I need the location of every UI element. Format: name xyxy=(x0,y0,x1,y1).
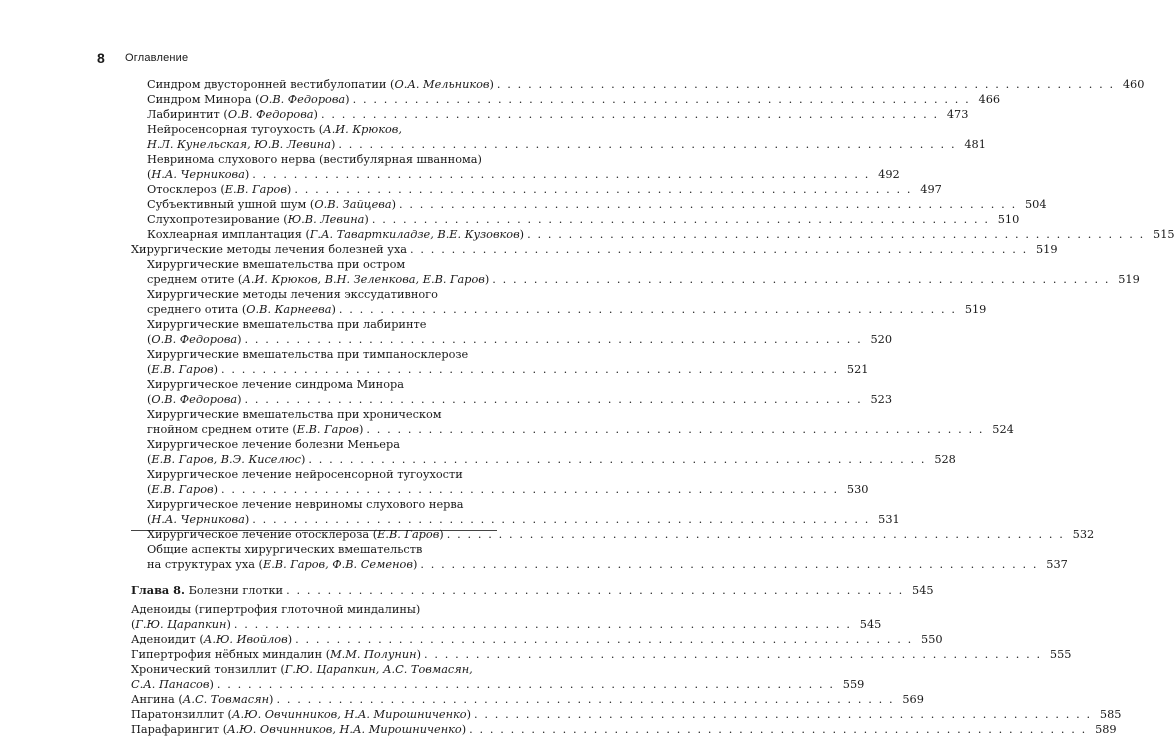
toc-entry-first-line xyxy=(147,257,481,272)
toc-entry-text xyxy=(131,678,214,691)
toc-entry-title: на структурах уха ( xyxy=(147,558,263,571)
toc-entry-close: ) xyxy=(364,213,369,226)
dot-leader: . . . . . . . . . . . . . . . . . . . . . . . . . . . . . . . . . . . . . . . . . . . . . . . . . . . . . . . . . . . . xyxy=(320,108,944,121)
toc-entry-close: ) xyxy=(213,483,218,496)
toc-page-number: 545 xyxy=(912,584,934,597)
dot-leader: . . . . . . . . . . . . . . . . . . . . . . . . . . . . . . . . . . . . . . . . . . . . . . . . . . . . . . . . . . . . xyxy=(473,708,1097,721)
toc-page-number: 559 xyxy=(842,678,865,691)
toc-entry-authors: А.И. Крюков, xyxy=(323,123,402,136)
toc-entry-text xyxy=(131,648,421,661)
toc-entry-title: Невринома слухового нерва (вестибулярная шваннома) xyxy=(147,153,482,166)
dot-leader: . . . . . . . . . . . . . . . . . . . . . . . . . . . . . . . . . . . . . . . . . . . . . . . . . . . . . . . . . . . . xyxy=(410,243,1033,256)
toc-page-number: 545 xyxy=(859,618,882,631)
toc-entry xyxy=(147,92,1001,107)
toc-entry-first-line xyxy=(147,437,481,452)
toc-entry-title: ( xyxy=(147,513,152,526)
toc-entry-text xyxy=(147,183,291,196)
toc-entry-title: ( xyxy=(131,618,136,631)
toc-entry-last-line xyxy=(147,512,900,527)
toc-entry-authors: О.А. Мельников xyxy=(394,78,490,91)
toc-entry-first-line xyxy=(147,317,481,332)
toc-entry-authors: О.В. Федорова xyxy=(227,108,314,121)
toc-page-number: 530 xyxy=(846,483,869,496)
toc-entry-title: ( xyxy=(147,483,152,496)
toc-entry-close: ) xyxy=(286,183,292,196)
dot-leader: . . . . . . . . . . . . . . . . . . . . . . . . . . . . . . . . . . . . . . . . . . . . . . . . . . . . . . . . . . . . xyxy=(216,678,840,691)
toc-entry-authors: Н.Л. Кунельская, Ю.В. Левина xyxy=(147,138,331,151)
toc-entry-authors: О.В. Карнеева xyxy=(246,303,332,316)
toc-entry-authors: О.В. Федорова xyxy=(151,393,238,406)
toc-entry-close: ) xyxy=(412,558,418,571)
toc-entry-authors: Г.А. Таварткиладзе, В.Е. Кузовков xyxy=(309,228,520,241)
toc-entry xyxy=(147,152,900,182)
toc-entry-text xyxy=(147,558,417,571)
toc-entry-title: Кохлеарная имплантация ( xyxy=(147,228,310,241)
toc-entry-title: Гипертрофия нёбных миндалин ( xyxy=(131,648,331,661)
toc-entry xyxy=(131,707,1122,722)
toc-entry-close: ) xyxy=(226,618,231,631)
toc-entry-last-line xyxy=(147,527,1095,542)
toc-entry-title: Хирургические вмешательства при тимпаносклерозе xyxy=(147,348,469,361)
toc-entry-authors: Е.В. Гаров, Ф.В. Семенов xyxy=(262,558,413,571)
toc-entry xyxy=(147,407,1014,437)
toc-entry-last-line xyxy=(147,227,1175,242)
toc-entry xyxy=(131,662,865,692)
toc-entry-close: ) xyxy=(244,513,250,526)
toc-entry-text xyxy=(147,303,336,316)
dot-leader: . . . . . . . . . . . . . . . . . . . . . . . . . . . . . . . . . . . . . . . . . . . . . . . . . . . . . . . . . . . . xyxy=(420,558,1044,571)
toc-entry-last-line xyxy=(131,617,882,632)
toc-entry-title: Хирургические вмешательства при хроническом xyxy=(147,408,442,421)
toc-entry-text xyxy=(147,228,524,241)
toc-entry-close: ) xyxy=(300,453,306,466)
toc-page-number: 497 xyxy=(920,183,942,196)
toc-page-number: 466 xyxy=(978,93,1001,106)
toc-entry xyxy=(147,182,942,197)
toc-entry xyxy=(147,197,1047,212)
toc-entry-title: Синдром Минора ( xyxy=(147,93,260,106)
toc-entry-authors: Е.В. Гаров xyxy=(377,528,440,541)
dot-leader: . . . . . . . . . . . . . . . . . . . . . . . . . . . . . . . . . . . . . . . . . . . . . . . . . . . . . . . . . . . . xyxy=(352,93,976,106)
toc-entry-first-line xyxy=(131,602,497,617)
toc-entry-title: Нейросенсорная тугоухость ( xyxy=(147,123,324,136)
toc-entry-close: ) xyxy=(489,78,494,91)
toc-entry-title: ( xyxy=(147,393,152,406)
toc-entry xyxy=(147,527,1095,542)
dot-leader: . . . . . . . . . . . . . . . . . . . . . . . . . . . . . . . . . . . . . . . . . . . . . . . . . . . . . . . . . . . . xyxy=(252,513,876,526)
toc-entry-close: ) xyxy=(416,648,421,661)
toc-page-number: 460 xyxy=(1122,78,1145,91)
toc-entry-authors: Г.Ю. Царапкин xyxy=(135,618,227,631)
toc-entry-title: Аденоиды (гипертрофия глоточной миндалины) xyxy=(131,603,421,616)
toc-entry-authors: Г.Ю. Царапкин, А.С. Товмасян, xyxy=(284,663,473,676)
toc-entry-authors: О.В. Зайцева xyxy=(314,198,392,211)
toc-entry-last-line xyxy=(147,452,956,467)
toc-entry-text xyxy=(147,213,369,226)
toc-entry-last-line xyxy=(147,332,893,347)
toc-entry-authors: А.Ю. Ивойлов xyxy=(203,633,288,646)
toc-entry xyxy=(147,377,893,407)
toc-entry-close: ) xyxy=(244,168,250,181)
toc-entry-first-line xyxy=(147,542,481,557)
toc-entry-title: Субъективный ушной шум ( xyxy=(147,198,315,211)
toc-entry-first-line xyxy=(147,467,481,482)
dot-leader: . . . . . . . . . . . . . . . . . . . . . . . . . . . . . . . . . . . . . . . . . . . . . . . . . . . . . . . . . . . . xyxy=(276,693,900,706)
toc-entry-title: Лабиринтит ( xyxy=(147,108,228,121)
toc-entry-title: Хирургические вмешательства при лабиринте xyxy=(147,318,427,331)
toc-page-number: 523 xyxy=(870,393,893,406)
toc-entry-authors: А.Ю. Овчинников, Н.А. Мирошниченко xyxy=(227,723,462,736)
toc-entry-close: ) xyxy=(287,633,293,646)
toc-entry-text xyxy=(131,618,231,631)
chapter-label: Глава 8. xyxy=(131,583,185,597)
toc-entry-close: ) xyxy=(213,363,218,376)
toc-entry-last-line xyxy=(131,677,865,692)
toc-entry-last-line xyxy=(147,197,1047,212)
toc-entry-last-line xyxy=(147,362,869,377)
toc-entry-first-line xyxy=(147,347,481,362)
toc-entry-last-line xyxy=(147,272,1140,287)
toc-page-number: 521 xyxy=(846,363,869,376)
toc-entry-text xyxy=(147,78,494,91)
toc-entry xyxy=(147,347,869,377)
toc-page-number: 492 xyxy=(878,168,900,181)
toc-entry-title: ( xyxy=(147,333,152,346)
toc-entry-last-line xyxy=(147,167,900,182)
toc-page-number: 569 xyxy=(902,693,924,706)
toc-page-number: 524 xyxy=(992,423,1014,436)
toc-entry-last-line xyxy=(147,302,987,317)
dot-leader: . . . . . . . . . . . . . . . . . . . . . . . . . . . . . . . . . . . . . . . . . . . . . . . . . . . . . . . . . . . . xyxy=(244,333,868,346)
dot-leader: . . . . . . . . . . . . . . . . . . . . . . . . . . . . . . . . . . . . . . . . . . . . . . . . . . . . . . . . . . . . xyxy=(446,528,1070,541)
dot-leader: . . . . . . . . . . . . . . . . . . . . . . . . . . . . . . . . . . . . . . . . . . . . . . . . . . . . . . . . . . . . xyxy=(294,183,918,196)
dot-leader: . . . . . . . . . . . . . . . . . . . . . . . . . . . . . . . . . . . . . . . . . . . . . . . . . . . . . . . . . . . . xyxy=(338,303,962,316)
toc-entry xyxy=(147,317,893,347)
toc-entry-authors: Н.А. Черникова xyxy=(151,513,245,526)
toc-entry-authors: О.В. Федорова xyxy=(151,333,238,346)
toc-entry-text xyxy=(147,483,218,496)
dot-leader: . . . . . . . . . . . . . . . . . . . . . . . . . . . . . . . . . . . . . . . . . . . . . . . . . . . . . . . . . . . . xyxy=(399,198,1022,211)
toc-entry xyxy=(131,632,943,647)
toc-entry-last-line xyxy=(131,707,1122,722)
toc-entry-text xyxy=(147,423,363,436)
toc-entry-last-line xyxy=(131,647,1072,662)
toc-entry-title: Хирургические методы лечения болезней уха xyxy=(131,243,408,256)
toc-entry-last-line xyxy=(131,722,1117,737)
toc-entry-first-line xyxy=(147,407,481,422)
toc-page-number: 520 xyxy=(870,333,893,346)
toc-entry-title: Хирургические вмешательства при остром xyxy=(147,258,406,271)
toc-entry-text xyxy=(131,584,283,597)
toc-page-number: 519 xyxy=(1118,273,1140,286)
toc-entry-close: ) xyxy=(466,708,471,721)
toc-entry xyxy=(147,77,1145,92)
dot-leader: . . . . . . . . . . . . . . . . . . . . . . . . . . . . . . . . . . . . . . . . . . . . . . . . . . . . . . . . . . . . xyxy=(295,633,919,646)
toc-entry-title: Паратонзиллит ( xyxy=(131,708,232,721)
toc-entry-close: ) xyxy=(313,108,318,121)
toc-entry-text xyxy=(147,138,335,151)
toc-entry-text xyxy=(147,393,242,406)
toc-entry-close: ) xyxy=(331,303,336,316)
toc-entry-authors: Е.В. Гаров xyxy=(151,483,214,496)
toc-entry-text xyxy=(147,108,318,121)
toc-entry-text xyxy=(131,708,471,721)
toc-entry-title: ( xyxy=(147,168,152,181)
dot-leader: . . . . . . . . . . . . . . . . . . . . . . . . . . . . . . . . . . . . . . . . . . . . . . . . . . . . . . . . . . . . xyxy=(496,78,1120,91)
toc-entry-first-line xyxy=(147,287,481,302)
toc-entry-title: Парафарингит ( xyxy=(131,723,228,736)
toc-entry-title: Слухопротезирование ( xyxy=(147,213,288,226)
toc-entry-first-line xyxy=(131,662,497,677)
toc-entry-close: ) xyxy=(461,723,467,736)
toc-entry-title: Хирургические методы лечения экссудативного xyxy=(147,288,438,301)
toc-entry-title: Ангина ( xyxy=(131,693,183,706)
toc-page-number: 585 xyxy=(1099,708,1122,721)
toc-entry xyxy=(131,602,882,632)
toc-entry-title: Хирургическое лечение нейросенсорной тугоухости xyxy=(147,468,463,481)
toc-entry-text xyxy=(147,528,444,541)
toc-entry xyxy=(131,242,1058,257)
dot-leader: . . . . . . . . . . . . . . . . . . . . . . . . . . . . . . . . . . . . . . . . . . . . . . . . . . . . . . . . . . . . xyxy=(221,483,844,496)
toc-page-number: 481 xyxy=(964,138,986,151)
toc-entry-authors: А.И. Крюков, В.Н. Зеленкова, Е.В. Гаров xyxy=(242,273,485,286)
toc-entry-authors: Н.А. Черникова xyxy=(151,168,245,181)
dot-leader: . . . . . . . . . . . . . . . . . . . . . . . . . . . . . . . . . . . . . . . . . . . . . . . . . . . . . . . . . . . . xyxy=(371,213,995,226)
toc-entry-authors: А.С. Товмасян xyxy=(182,693,270,706)
toc-page-number: 519 xyxy=(1035,243,1058,256)
toc-entry xyxy=(147,467,869,497)
toc-entry-text xyxy=(131,243,407,256)
dot-leader: . . . . . . . . . . . . . . . . . . . . . . . . . . . . . . . . . . . . . . . . . . . . . . . . . . . . . . . . . . . . xyxy=(252,168,876,181)
toc-entry-title: Отосклероз ( xyxy=(147,183,225,196)
toc-entry-close: ) xyxy=(269,693,274,706)
toc-entry-text xyxy=(147,168,249,181)
toc-page-number: 537 xyxy=(1046,558,1068,571)
dot-leader: . . . . . . . . . . . . . . . . . . . . . . . . . . . . . . . . . . . . . . . . . . . . . . . . . . . . . . . . . . . . xyxy=(221,363,844,376)
toc-entry-close: ) xyxy=(237,333,242,346)
toc-entry-last-line xyxy=(147,182,942,197)
toc-entry-title: Синдром двусторонней вестибулопатии ( xyxy=(147,78,395,91)
toc-entry-authors: С.А. Панасов xyxy=(131,678,210,691)
toc-entry-title: гнойном среднем отите ( xyxy=(147,423,297,436)
running-title: Оглавление xyxy=(125,52,189,64)
toc-entry-first-line xyxy=(147,122,481,137)
toc-entry xyxy=(147,542,1068,572)
dot-leader: . . . . . . . . . . . . . . . . . . . . . . . . . . . . . . . . . . . . . . . . . . . . . . . . . . . . . . . . . . . . xyxy=(424,648,1047,661)
toc-entry-first-line xyxy=(147,152,481,167)
dot-leader: . . . . . . . . . . . . . . . . . . . . . . . . . . . . . . . . . . . . . . . . . . . . . . . . . . . . . . . . . . . . xyxy=(338,138,962,151)
toc-entry-last-line xyxy=(147,482,869,497)
toc-entry xyxy=(147,122,986,152)
toc-entry-title: Хирургическое лечение невриномы слухового нерва xyxy=(147,498,464,511)
toc-entry xyxy=(147,107,969,122)
toc-entry-title: Хирургическое лечение болезни Меньера xyxy=(147,438,400,451)
toc-entry xyxy=(147,287,987,317)
toc-entry-close: ) xyxy=(237,393,242,406)
toc-entry-authors: О.В. Федорова xyxy=(259,93,346,106)
toc-entry-first-line xyxy=(147,497,481,512)
toc-entry xyxy=(147,257,1140,287)
toc-entry-authors: Е.В. Гаров xyxy=(224,183,287,196)
dot-leader: . . . . . . . . . . . . . . . . . . . . . . . . . . . . . . . . . . . . . . . . . . . . . . . . . . . . . . . . . . . . xyxy=(244,393,868,406)
toc-entry-close: ) xyxy=(209,678,214,691)
toc-entry-last-line xyxy=(147,92,1001,107)
toc-entry-first-line xyxy=(147,377,481,392)
toc-entry-close: ) xyxy=(330,138,336,151)
toc-entry-authors: Е.В. Гаров xyxy=(151,363,214,376)
toc-entry-last-line xyxy=(147,392,893,407)
dot-leader: . . . . . . . . . . . . . . . . . . . . . . . . . . . . . . . . . . . . . . . . . . . . . . . . . . . . . . . . . . . . xyxy=(286,584,910,597)
toc-entry-text xyxy=(147,453,305,466)
toc-entry-last-line xyxy=(147,137,986,152)
toc-page-number: 504 xyxy=(1024,198,1047,211)
toc-entry-title: среднем отите ( xyxy=(147,273,243,286)
toc-entry-close: ) xyxy=(391,198,397,211)
dot-leader: . . . . . . . . . . . . . . . . . . . . . . . . . . . . . . . . . . . . . . . . . . . . . . . . . . . . . . . . . . . . xyxy=(527,228,1151,241)
toc-entry-text xyxy=(147,513,249,526)
toc-entry xyxy=(147,497,900,527)
toc-page-number: 589 xyxy=(1095,723,1117,736)
toc-entry-text xyxy=(147,198,396,211)
toc-entry-title: среднего отита ( xyxy=(147,303,247,316)
toc-entry xyxy=(147,212,1020,227)
toc-entry-last-line xyxy=(131,632,943,647)
toc-entry-text xyxy=(147,363,218,376)
dot-leader: . . . . . . . . . . . . . . . . . . . . . . . . . . . . . . . . . . . . . . . . . . . . . . . . . . . . . . . . . . . . xyxy=(492,273,1116,286)
toc-entry-last-line xyxy=(147,422,1014,437)
page-number: 8 xyxy=(97,50,105,66)
dot-leader: . . . . . . . . . . . . . . . . . . . . . . . . . . . . . . . . . . . . . . . . . . . . . . . . . . . . . . . . . . . . xyxy=(469,723,1093,736)
toc-page-number: 528 xyxy=(934,453,956,466)
toc-entry-title: Хирургическое лечение отосклероза ( xyxy=(147,528,378,541)
toc-entry-title: Хронический тонзиллит ( xyxy=(131,663,285,676)
toc-entry-last-line xyxy=(131,242,1058,257)
toc-entry-text xyxy=(131,723,466,736)
dot-leader: . . . . . . . . . . . . . . . . . . . . . . . . . . . . . . . . . . . . . . . . . . . . . . . . . . . . . . . . . . . . xyxy=(366,423,990,436)
toc-entry-text xyxy=(131,693,273,706)
toc-entry xyxy=(131,692,924,707)
toc-entry-last-line xyxy=(147,212,1020,227)
toc-entry xyxy=(147,227,1175,242)
toc-page-number: 510 xyxy=(997,213,1020,226)
toc-entry-title: Общие аспекты хирургических вмешательств xyxy=(147,543,423,556)
toc-entry-close: ) xyxy=(519,228,525,241)
dot-leader: . . . . . . . . . . . . . . . . . . . . . . . . . . . . . . . . . . . . . . . . . . . . . . . . . . . . . . . . . . . . xyxy=(308,453,932,466)
toc-entry-close: ) xyxy=(484,273,490,286)
toc-entry-authors: Е.В. Гаров, В.Э. Киселюс xyxy=(151,453,301,466)
toc-page-number: 550 xyxy=(921,633,943,646)
toc-entry-last-line xyxy=(131,692,924,707)
toc-entry-text xyxy=(147,273,489,286)
toc-entry xyxy=(147,437,956,467)
toc-entry xyxy=(131,722,1117,737)
toc-entry-last-line xyxy=(147,557,1068,572)
toc-entry-close: ) xyxy=(439,528,444,541)
toc-entry-title: ( xyxy=(147,453,152,466)
toc-entry-authors: М.М. Полунин xyxy=(330,648,417,661)
toc-entry-title: Аденоидит ( xyxy=(131,633,204,646)
toc-entry-close: ) xyxy=(358,423,364,436)
toc-entry-close: ) xyxy=(345,93,350,106)
toc-entry-title: ( xyxy=(147,363,152,376)
toc-entry xyxy=(131,647,1072,662)
toc-page-number: 473 xyxy=(946,108,969,121)
toc-page-number: 515 xyxy=(1153,228,1175,241)
toc-entry-authors: Ю.В. Левина xyxy=(287,213,365,226)
toc-entry-text xyxy=(147,93,350,106)
toc-entry-last-line xyxy=(131,583,934,598)
toc-entry-authors: Е.В. Гаров xyxy=(296,423,359,436)
toc-page-number: 532 xyxy=(1072,528,1095,541)
toc-entry-last-line xyxy=(147,77,1145,92)
toc-page-number: 531 xyxy=(878,513,900,526)
toc-entry-text xyxy=(131,633,292,646)
toc-entry-authors: А.Ю. Овчинников, Н.А. Мирошниченко xyxy=(231,708,467,721)
toc-page-number: 555 xyxy=(1049,648,1072,661)
toc-entry xyxy=(131,583,934,598)
toc-entry-text xyxy=(147,333,242,346)
dot-leader: . . . . . . . . . . . . . . . . . . . . . . . . . . . . . . . . . . . . . . . . . . . . . . . . . . . . . . . . . . . . xyxy=(233,618,857,631)
toc-page-number: 519 xyxy=(964,303,987,316)
toc-entry-last-line xyxy=(147,107,969,122)
toc-entry-title: Болезни глотки xyxy=(184,584,284,597)
toc-entry-title: Хирургическое лечение синдрома Минора xyxy=(147,378,404,391)
